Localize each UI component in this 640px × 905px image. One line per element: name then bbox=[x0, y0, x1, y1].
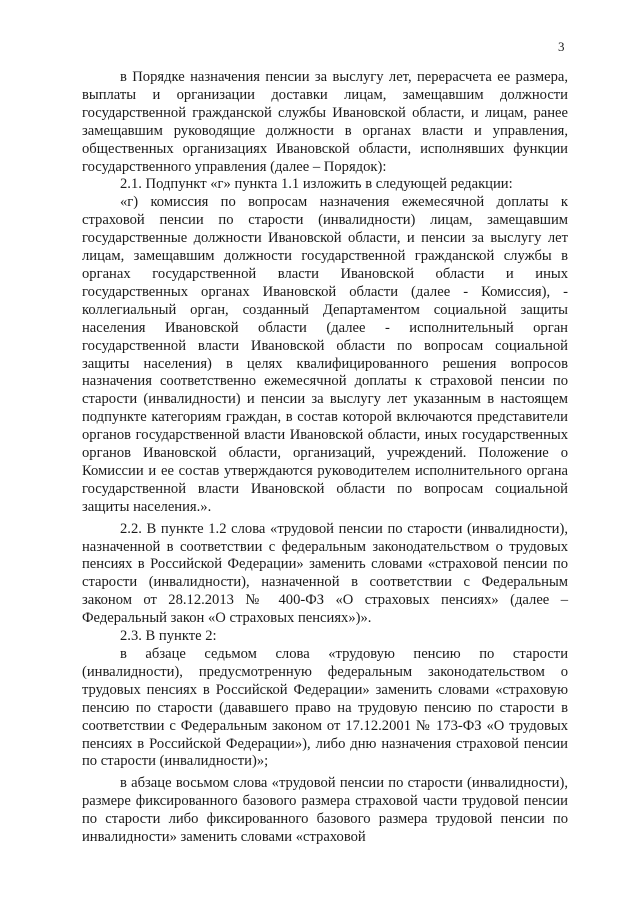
paragraph: в Порядке назначения пенсии за выслугу лет, перерасчета ее размера, выплаты и организации доставки лицам, замещавшим должности государственной гражданской службы Ивановской области, и лицам, ранее замещавшим руководящие должности в органах власти и управления, общественных организациях Ивановской области, исполнявших функции государственного управления (далее – Порядок): bbox=[82, 69, 568, 175]
paragraph: в абзаце седьмом слова «трудовую пенсию по старости (инвалидности), предусмотренную федеральным законодательством о трудовых пенсиях в Российской Федерации» заменить словами «страховую пенсию по старости (дававшего право на трудовую пенсию по старости в соответствии с Федеральным законом от 17.12.2001 № 173-ФЗ «О трудовых пенсиях в Российской Федерации»), либо дню назначения страховой пенсии по старости (инвалидности)»; bbox=[82, 646, 568, 770]
document-body bbox=[82, 69, 568, 847]
paragraph: в абзаце восьмом слова «трудовой пенсии по старости (инвалидности), размере фиксированного базового размера страховой части трудовой пенсии по старости либо фиксированного базового размера трудовой пенсии по инвалидности» заменить словами «страховой bbox=[82, 775, 568, 846]
paragraph: «г) комиссия по вопросам назначения ежемесячной доплаты к страховой пенсии по старости (инвалидности) лицам, замещавшим государственные должности Ивановской области, и пенсии за выслугу лет лицам, замещавшим должности государственной гражданской службы в органах государственной власти Ивановской области и иных государственных органах Ивановской области (далее - Комиссия), - коллегиальный орган, созданный Департаментом социальной защиты населения Ивановской области (далее - исполнительный орган государственной власти Ивановской области по вопросам социальной защиты населения) в целях квалифицированного решения вопросов назначения соответственно ежемесячной доплаты к страховой пенсии по старости (инвалидности) и пенсии за выслугу лет указанным в настоящем подпункте категориям граждан, в состав которой включаются представители органов государственной власти Ивановской области, иных государственных органов Ивановской области, организаций, учреждений. Положение о Комиссии и ее состав утверждаются руководителем исполнительного органа государственной власти Ивановской области по вопросам социальной защиты населения.». bbox=[82, 194, 568, 515]
page-number: 3 bbox=[558, 39, 565, 54]
paragraph: 2.1. Подпункт «г» пункта 1.1 изложить в следующей редакции: bbox=[120, 176, 513, 193]
paragraph: 2.3. В пункте 2: bbox=[120, 628, 217, 645]
paragraph: 2.2. В пункте 1.2 слова «трудовой пенсии по старости (инвалидности), назначенной в соответствии с федеральным законодательством о трудовых пенсиях в Российской Федерации» заменить словами «страховой пенсии по старости (инвалидности), назначенной в соответствии с Федеральным законом от 28.12.2013 № 400-ФЗ «О страховых пенсиях» (далее – Федеральный закон «О страховых пенсиях»)». bbox=[82, 520, 568, 627]
